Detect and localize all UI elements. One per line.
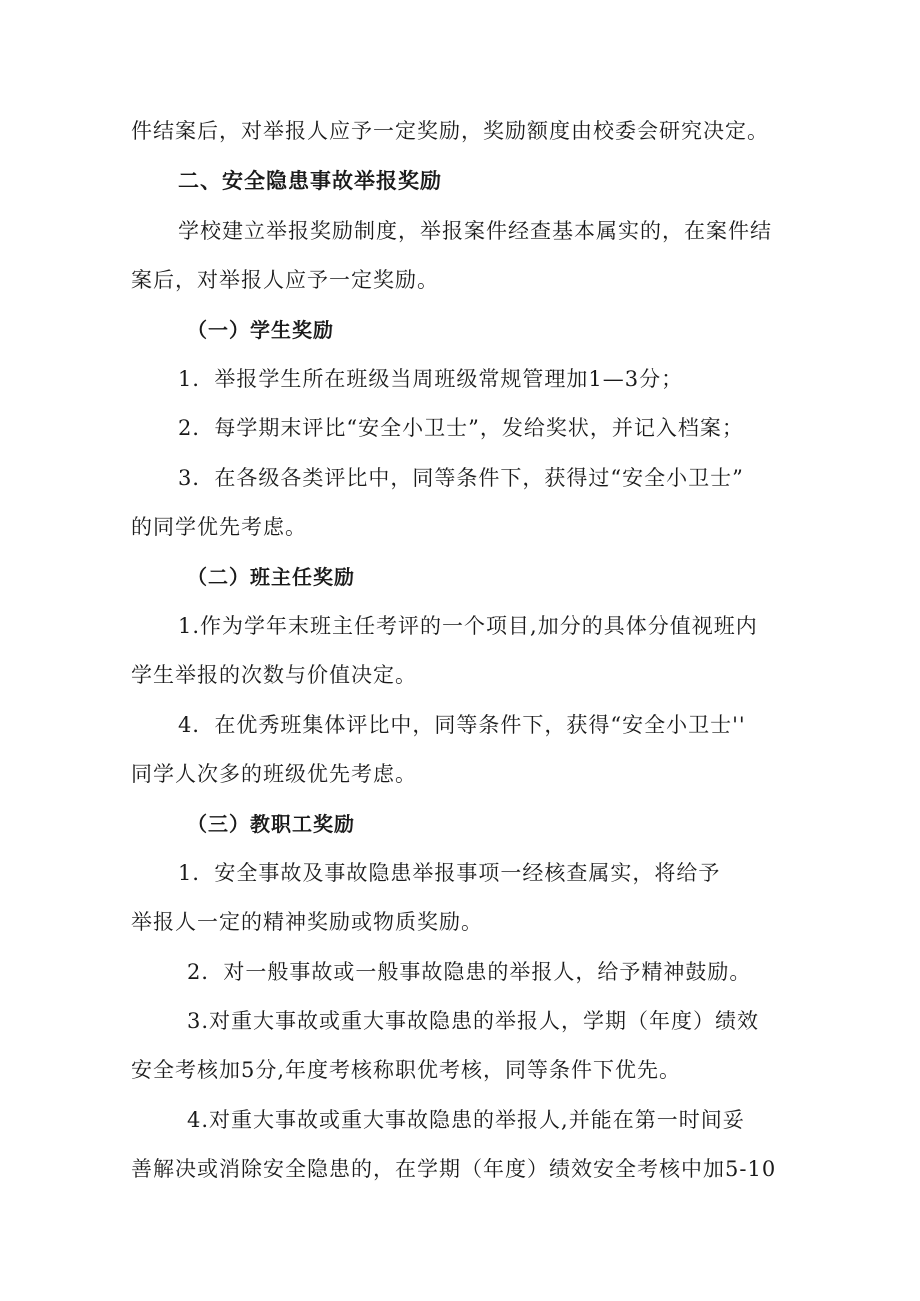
paragraph-line: 件结案后，对举报人应予一定奖励，奖励额度由校委会研究决定。 bbox=[131, 119, 769, 143]
paragraph-line: 的同学优先考虑。 bbox=[131, 515, 307, 539]
section-heading: 二、安全隐患事故举报奖励 bbox=[178, 169, 442, 193]
list-item: 2．对一般事故或一般事故隐患的举报人，给予精神鼓励。 bbox=[187, 960, 752, 984]
subsection-heading: （三）教职工奖励 bbox=[187, 812, 355, 836]
paragraph-line: 案后，对举报人应予一定奖励。 bbox=[131, 268, 439, 292]
paragraph-line: 同学人次多的班级优先考虑。 bbox=[131, 762, 417, 786]
paragraph-line: 学校建立举报奖励制度，举报案件经查基本属实的，在案件结 bbox=[178, 219, 772, 243]
list-item: 1．举报学生所在班级当周班级常规管理加1—3分； bbox=[178, 367, 684, 391]
list-item: 1.作为学年末班主任考评的一个项目,加分的具体分值视班内 bbox=[178, 614, 758, 638]
list-item: 4.对重大事故或重大事故隐患的举报人,并能在第一时间妥 bbox=[187, 1108, 745, 1132]
list-item: 3．在各级各类评比中，同等条件下，获得过“安全小卫士” bbox=[178, 466, 744, 490]
subsection-heading: （二）班主任奖励 bbox=[187, 565, 355, 589]
paragraph-line: 善解决或消除安全隐患的，在学期（年度）绩效安全考核中加5-10 bbox=[131, 1157, 777, 1181]
list-item: 2．每学期末评比“安全小卫士”，发给奖状，并记入档案； bbox=[178, 416, 744, 440]
paragraph-line: 学生举报的次数与价值决定。 bbox=[131, 663, 417, 687]
list-item: 3.对重大事故或重大事故隐患的举报人，学期（年度）绩效 bbox=[187, 1009, 760, 1033]
paragraph-line: 安全考核加5分,年度考核称职优考核，同等条件下优先。 bbox=[131, 1058, 682, 1082]
list-item: 4．在优秀班集体评比中，同等条件下，获得“安全小卫士'' bbox=[178, 713, 746, 737]
paragraph-line: 举报人一定的精神奖励或物质奖励。 bbox=[131, 910, 483, 934]
subsection-heading: （一）学生奖励 bbox=[187, 318, 334, 342]
list-item: 1．安全事故及事故隐患举报事项一经核查属实，将给予 bbox=[178, 861, 721, 885]
